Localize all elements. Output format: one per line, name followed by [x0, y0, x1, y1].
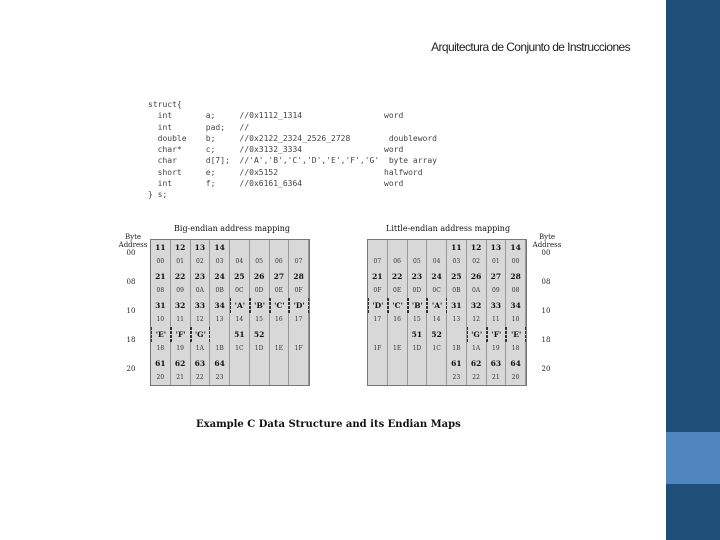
little_endian-index-cell: 1E [388, 342, 408, 357]
right-sidebar-bar [666, 0, 720, 540]
big_endian-value-cell: 61 [151, 356, 171, 371]
little_endian-index-cell: 00 [506, 255, 526, 270]
big-endian-title: Big-endian address mapping [174, 224, 291, 233]
big_endian-address-label: 08 [126, 278, 136, 286]
big_endian-index-cell: 17 [289, 313, 309, 328]
byte-address-label-line: Address [118, 241, 148, 249]
little_endian-index-cell: 11 [487, 313, 507, 328]
big_endian-value-cell [289, 327, 309, 342]
big_endian-index-cell: 02 [191, 255, 211, 270]
little_endian-value-cell: 28 [506, 269, 526, 284]
big_endian-value-cell: 28 [289, 269, 309, 284]
little_endian-value-cell: 23 [408, 269, 428, 284]
byte-address-label-line: Byte [538, 233, 556, 241]
little_endian-index-cell: 0D [408, 284, 428, 299]
big_endian-index-cell: 1E [270, 342, 290, 357]
little_endian-index-cell: 09 [487, 284, 507, 299]
little_endian-value-cell: 'E' [506, 327, 526, 342]
big_endian-index-cell: 06 [270, 255, 290, 270]
little_endian-value-cell: 61 [447, 356, 467, 371]
big_endian-index-cell: 1C [230, 342, 250, 357]
little_endian-value-cell: 32 [467, 298, 487, 313]
byte-address-label-line: Byte [124, 233, 142, 241]
big_endian-value-cell: 'D' [289, 298, 309, 313]
little_endian-index-cell: 18 [506, 342, 526, 357]
big_endian-index-cell: 09 [171, 284, 191, 299]
big_endian-value-cell [230, 240, 250, 255]
little_endian-index-cell: 03 [447, 255, 467, 270]
big_endian-index-cell: 22 [191, 371, 211, 386]
big_endian-value-cell: 'F' [171, 327, 191, 342]
little_endian-value-cell: 11 [447, 240, 467, 255]
little_endian-value-cell [388, 240, 408, 255]
big_endian-index-cell: 0A [191, 284, 211, 299]
big_endian-index-cell: 0D [250, 284, 270, 299]
code-line: char* c; //0x3132_3334 word [148, 145, 404, 155]
little_endian-address-label: 20 [541, 365, 551, 373]
big_endian-index-cell [230, 371, 250, 386]
big_endian-value-cell: 'B' [250, 298, 270, 313]
big_endian-value-cell [289, 356, 309, 371]
big_endian-value-cell: 25 [230, 269, 250, 284]
little_endian-index-cell: 08 [506, 284, 526, 299]
big_endian-value-cell: 64 [210, 356, 230, 371]
big_endian-address-label: 18 [126, 336, 136, 344]
little_endian-value-cell: 25 [447, 269, 467, 284]
little_endian-value-cell: 12 [467, 240, 487, 255]
little_endian-value-cell: 62 [467, 356, 487, 371]
big_endian-index-cell: 01 [171, 255, 191, 270]
big_endian-value-cell: 'A' [230, 298, 250, 313]
little_endian-value-cell [368, 327, 388, 342]
little_endian-value-cell: 21 [368, 269, 388, 284]
little_endian-index-cell [368, 371, 388, 386]
little_endian-index-cell: 12 [467, 313, 487, 328]
big-endian-byte-address-label [116, 233, 150, 249]
code-line: short e; //0x5152 halfword [148, 167, 423, 177]
big_endian-value-cell: 23 [191, 269, 211, 284]
little_endian-value-cell [388, 327, 408, 342]
sidebar-accent-block [666, 432, 720, 484]
big_endian-value-cell: 27 [270, 269, 290, 284]
little_endian-index-cell: 23 [447, 371, 467, 386]
little-endian-byte-address-label [530, 233, 564, 249]
big_endian-value-cell: 63 [191, 356, 211, 371]
big_endian-index-cell: 0B [210, 284, 230, 299]
big_endian-value-cell: 21 [151, 269, 171, 284]
code-line: double b; //0x2122_2324_2526_2728 doubleword [148, 133, 437, 143]
little_endian-value-cell: 52 [427, 327, 447, 342]
big_endian-value-cell [270, 327, 290, 342]
code-line: int a; //0x1112_1314 word [148, 111, 404, 121]
little_endian-index-cell [427, 371, 447, 386]
little_endian-index-cell [388, 371, 408, 386]
big_endian-index-cell: 14 [230, 313, 250, 328]
big_endian-value-cell: 24 [210, 269, 230, 284]
big_endian-address-label: 20 [126, 365, 136, 373]
little_endian-index-cell [408, 371, 428, 386]
big_endian-value-cell: 22 [171, 269, 191, 284]
little_endian-index-cell: 04 [427, 255, 447, 270]
big_endian-value-cell [250, 240, 270, 255]
big_endian-address-label: 00 [126, 249, 136, 257]
big_endian-index-cell: 1F [289, 342, 309, 357]
little_endian-index-cell: 07 [368, 255, 388, 270]
little_endian-value-cell: 24 [427, 269, 447, 284]
big_endian-value-cell: 34 [210, 298, 230, 313]
little_endian-value-cell: 'B' [408, 298, 428, 313]
little_endian-address-label: 08 [541, 278, 551, 286]
little_endian-index-cell: 10 [506, 313, 526, 328]
little_endian-index-cell: 0C [427, 284, 447, 299]
little_endian-value-cell [368, 240, 388, 255]
big_endian-value-cell: 31 [151, 298, 171, 313]
little_endian-address-label: 10 [541, 307, 551, 315]
big_endian-index-cell: 19 [171, 342, 191, 357]
little_endian-value-cell [368, 356, 388, 371]
little_endian-value-cell [408, 356, 428, 371]
big_endian-index-cell: 1D [250, 342, 270, 357]
big_endian-value-cell: 33 [191, 298, 211, 313]
little_endian-index-cell: 0A [467, 284, 487, 299]
little_endian-value-cell: 'D' [368, 298, 388, 313]
little_endian-value-cell [427, 240, 447, 255]
big_endian-address-label: 10 [126, 307, 136, 315]
big_endian-value-cell: 'C' [270, 298, 290, 313]
big_endian-index-cell: 1B [210, 342, 230, 357]
big_endian-index-cell: 21 [171, 371, 191, 386]
little_endian-value-cell: 63 [487, 356, 507, 371]
big_endian-value-cell: 14 [210, 240, 230, 255]
big_endian-index-cell [289, 371, 309, 386]
slide-title: Arquitectura de Conjunto de Instrucciones [431, 40, 630, 54]
big_endian-index-cell: 13 [210, 313, 230, 328]
little_endian-index-cell: 1A [467, 342, 487, 357]
little_endian-value-cell: 27 [487, 269, 507, 284]
little_endian-address-label: 00 [541, 249, 551, 257]
big_endian-value-cell [230, 356, 250, 371]
big_endian-value-cell: 62 [171, 356, 191, 371]
big_endian-index-cell: 03 [210, 255, 230, 270]
big_endian-index-cell: 11 [171, 313, 191, 328]
big_endian-index-cell: 07 [289, 255, 309, 270]
code-line: struct{ [148, 100, 182, 109]
little_endian-index-cell: 20 [506, 371, 526, 386]
big_endian-index-cell: 0E [270, 284, 290, 299]
little_endian-value-cell: 'C' [388, 298, 408, 313]
big_endian-index-cell: 12 [191, 313, 211, 328]
little_endian-index-cell: 21 [487, 371, 507, 386]
c-struct-code [148, 99, 437, 201]
code-line: } s; [148, 190, 168, 200]
little-endian-title: Little-endian address mapping [386, 224, 511, 233]
big_endian-value-cell [250, 356, 270, 371]
little_endian-value-cell: 64 [506, 356, 526, 371]
big_endian-value-cell: 52 [250, 327, 270, 342]
little_endian-index-cell: 01 [487, 255, 507, 270]
little_endian-index-cell: 22 [467, 371, 487, 386]
little_endian-value-cell: 'F' [487, 327, 507, 342]
big_endian-index-cell [250, 371, 270, 386]
big_endian-value-cell [210, 327, 230, 342]
big_endian-index-cell: 18 [151, 342, 171, 357]
figure-caption: Example C Data Structure and its Endian Maps [196, 419, 461, 430]
big_endian-index-cell: 08 [151, 284, 171, 299]
big_endian-index-cell: 0C [230, 284, 250, 299]
big_endian-value-cell [270, 356, 290, 371]
little_endian-index-cell: 17 [368, 313, 388, 328]
little_endian-index-cell: 1D [408, 342, 428, 357]
big_endian-index-cell: 00 [151, 255, 171, 270]
little_endian-index-cell: 02 [467, 255, 487, 270]
big_endian-value-cell: 11 [151, 240, 171, 255]
big_endian-value-cell: 'G' [191, 327, 211, 342]
little_endian-index-cell: 14 [427, 313, 447, 328]
little_endian-index-cell: 16 [388, 313, 408, 328]
little_endian-value-cell: 'A' [427, 298, 447, 313]
code-line: int pad; // [148, 122, 250, 132]
little_endian-index-cell: 1B [447, 342, 467, 357]
little_endian-index-cell: 19 [487, 342, 507, 357]
little_endian-value-cell [447, 327, 467, 342]
big-endian-map [150, 239, 310, 386]
little_endian-value-cell: 22 [388, 269, 408, 284]
little_endian-index-cell: 05 [408, 255, 428, 270]
little_endian-value-cell [427, 356, 447, 371]
little_endian-value-cell [388, 356, 408, 371]
little_endian-value-cell [408, 240, 428, 255]
little_endian-index-cell: 13 [447, 313, 467, 328]
big_endian-index-cell: 04 [230, 255, 250, 270]
little_endian-index-cell: 1F [368, 342, 388, 357]
big_endian-index-cell: 16 [270, 313, 290, 328]
little_endian-value-cell: 51 [408, 327, 428, 342]
code-line: char d[7]; //'A','B','C','D','E','F','G' byte array [148, 156, 437, 166]
byte-address-label-line: Address [532, 241, 562, 249]
little_endian-value-cell: 13 [487, 240, 507, 255]
little_endian-index-cell: 0E [388, 284, 408, 299]
little_endian-value-cell: 31 [447, 298, 467, 313]
big_endian-index-cell: 23 [210, 371, 230, 386]
little_endian-index-cell: 15 [408, 313, 428, 328]
big_endian-value-cell: 32 [171, 298, 191, 313]
big_endian-value-cell: 'E' [151, 327, 171, 342]
big_endian-index-cell [270, 371, 290, 386]
big_endian-index-cell: 1A [191, 342, 211, 357]
big_endian-index-cell: 15 [250, 313, 270, 328]
big_endian-index-cell: 05 [250, 255, 270, 270]
big_endian-value-cell [270, 240, 290, 255]
code-line: int f; //0x6161_6364 word [148, 179, 404, 189]
little_endian-value-cell: 14 [506, 240, 526, 255]
little_endian-index-cell: 0F [368, 284, 388, 299]
big_endian-value-cell [289, 240, 309, 255]
big_endian-value-cell: 12 [171, 240, 191, 255]
big_endian-index-cell: 10 [151, 313, 171, 328]
little-endian-map [367, 239, 527, 386]
little_endian-index-cell: 06 [388, 255, 408, 270]
little_endian-value-cell: 26 [467, 269, 487, 284]
little_endian-value-cell: 34 [506, 298, 526, 313]
endian-figure [118, 93, 570, 445]
little_endian-index-cell: 0B [447, 284, 467, 299]
big_endian-value-cell: 26 [250, 269, 270, 284]
big_endian-value-cell: 51 [230, 327, 250, 342]
little_endian-index-cell: 1C [427, 342, 447, 357]
big_endian-index-cell: 20 [151, 371, 171, 386]
little_endian-value-cell: 'G' [467, 327, 487, 342]
little_endian-address-label: 18 [541, 336, 551, 344]
big_endian-value-cell: 13 [191, 240, 211, 255]
little_endian-value-cell: 33 [487, 298, 507, 313]
big_endian-index-cell: 0F [289, 284, 309, 299]
